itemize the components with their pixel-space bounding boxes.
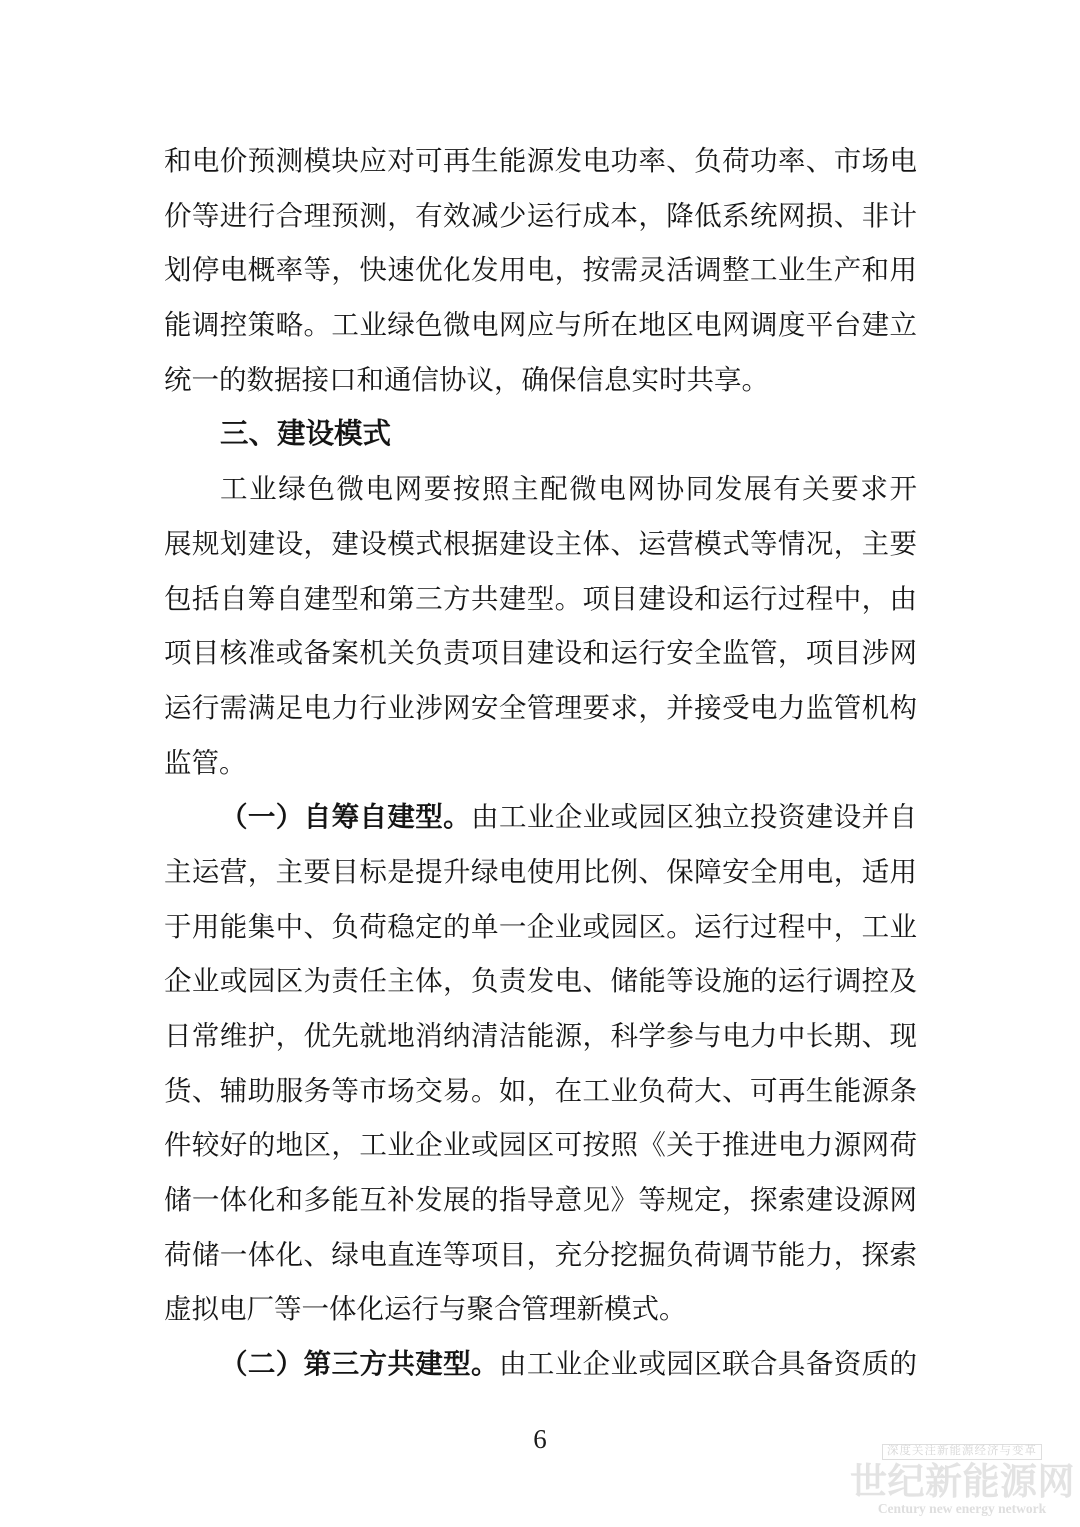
text-run: 件较好的地区，工业企业或园区可按照《关于推进电力源网荷 — [164, 1129, 917, 1161]
text-run: 展规划建设，建设模式根据建设主体、运营模式等情况，主要 — [164, 527, 917, 559]
text-line — [164, 134, 917, 189]
text-line — [164, 1118, 917, 1173]
text-run: 日常维护，优先就地消纳清洁能源，科学参与电力中长期、现 — [164, 1020, 917, 1051]
text-run: 能调控策略。工业绿色微电网应与所在地区电网调度平台建立 — [164, 309, 917, 341]
text-line — [164, 243, 917, 298]
text-line — [164, 462, 917, 517]
document-body — [164, 134, 917, 1392]
text-line — [164, 1009, 917, 1064]
watermark — [850, 1441, 1074, 1516]
text-line — [164, 626, 917, 681]
text-run: 储一体化和多能互补发展的指导意见》等规定，探索建设源网 — [164, 1184, 917, 1216]
text-run: 主运营，主要目标是提升绿电使用比例、保障安全用电，适用 — [164, 855, 917, 887]
bold-run: （一）自筹自建型。 — [220, 801, 472, 833]
text-run: 项目核准或备案机关负责项目建设和运行安全监管，项目涉网 — [164, 637, 917, 669]
text-run: 货、辅助服务等市场交易。如，在工业负荷大、可再生能源条 — [164, 1074, 917, 1106]
text-run: 由工业企业或园区独立投资建设并自 — [471, 801, 917, 833]
text-line — [164, 1064, 917, 1119]
text-run: 于用能集中、负荷稳定的单一企业或园区。运行过程中，工业 — [164, 910, 917, 942]
page-number: 6 — [533, 1424, 547, 1454]
text-line — [164, 353, 917, 408]
text-line — [164, 790, 917, 845]
text-run: 监管。 — [164, 746, 247, 778]
text-run: 工业绿色微电网要按照主配微电网协同发展有关要求开 — [220, 473, 917, 505]
text-run: 和电价预测模块应对可再生能源发电功率、负荷功率、市场电 — [164, 145, 917, 176]
text-line — [164, 681, 917, 736]
heading-text: 三、建设模式 — [220, 418, 392, 451]
text-run: 运行需满足电力行业涉网安全管理要求，并接受电力监管机构 — [164, 691, 917, 723]
text-run: 统一的数据接口和通信协议，确保信息实时共享。 — [164, 363, 769, 395]
text-line — [164, 189, 917, 244]
text-line — [164, 1173, 917, 1228]
section-heading — [164, 407, 917, 462]
text-line — [164, 845, 917, 900]
text-run: 荷储一体化、绿电直连等项目，充分挖掘负荷调节能力，探索 — [164, 1238, 917, 1270]
text-line — [164, 517, 917, 572]
watermark-tagline: 深度关注新能源经济与变革 — [882, 1444, 1042, 1460]
text-line — [164, 1282, 917, 1337]
text-run: 企业或园区为责任主体，负责发电、储能等设施的运行调控及 — [164, 965, 917, 997]
bold-run: （二）第三方共建型。 — [220, 1348, 499, 1380]
watermark-subtitle: Century new energy network — [877, 1501, 1047, 1516]
watermark-title: 世纪新能源网 — [850, 1461, 1075, 1502]
text-line — [164, 298, 917, 353]
text-run: 划停电概率等，快速优化发用电，按需灵活调整工业生产和用 — [164, 254, 917, 286]
text-run: 包括自筹自建型和第三方共建型。项目建设和运行过程中，由 — [164, 582, 917, 614]
text-line — [164, 572, 917, 627]
text-run: 虚拟电厂等一体化运行与聚合管理新模式。 — [164, 1293, 687, 1325]
text-line — [164, 736, 917, 791]
text-line — [164, 900, 917, 955]
text-run: 由工业企业或园区联合具备资质的 — [498, 1348, 918, 1380]
text-line — [164, 1337, 917, 1392]
text-run: 价等进行合理预测，有效减少运行成本，降低系统网损、非计 — [164, 199, 917, 231]
text-line — [164, 1228, 917, 1283]
text-line — [164, 954, 917, 1009]
